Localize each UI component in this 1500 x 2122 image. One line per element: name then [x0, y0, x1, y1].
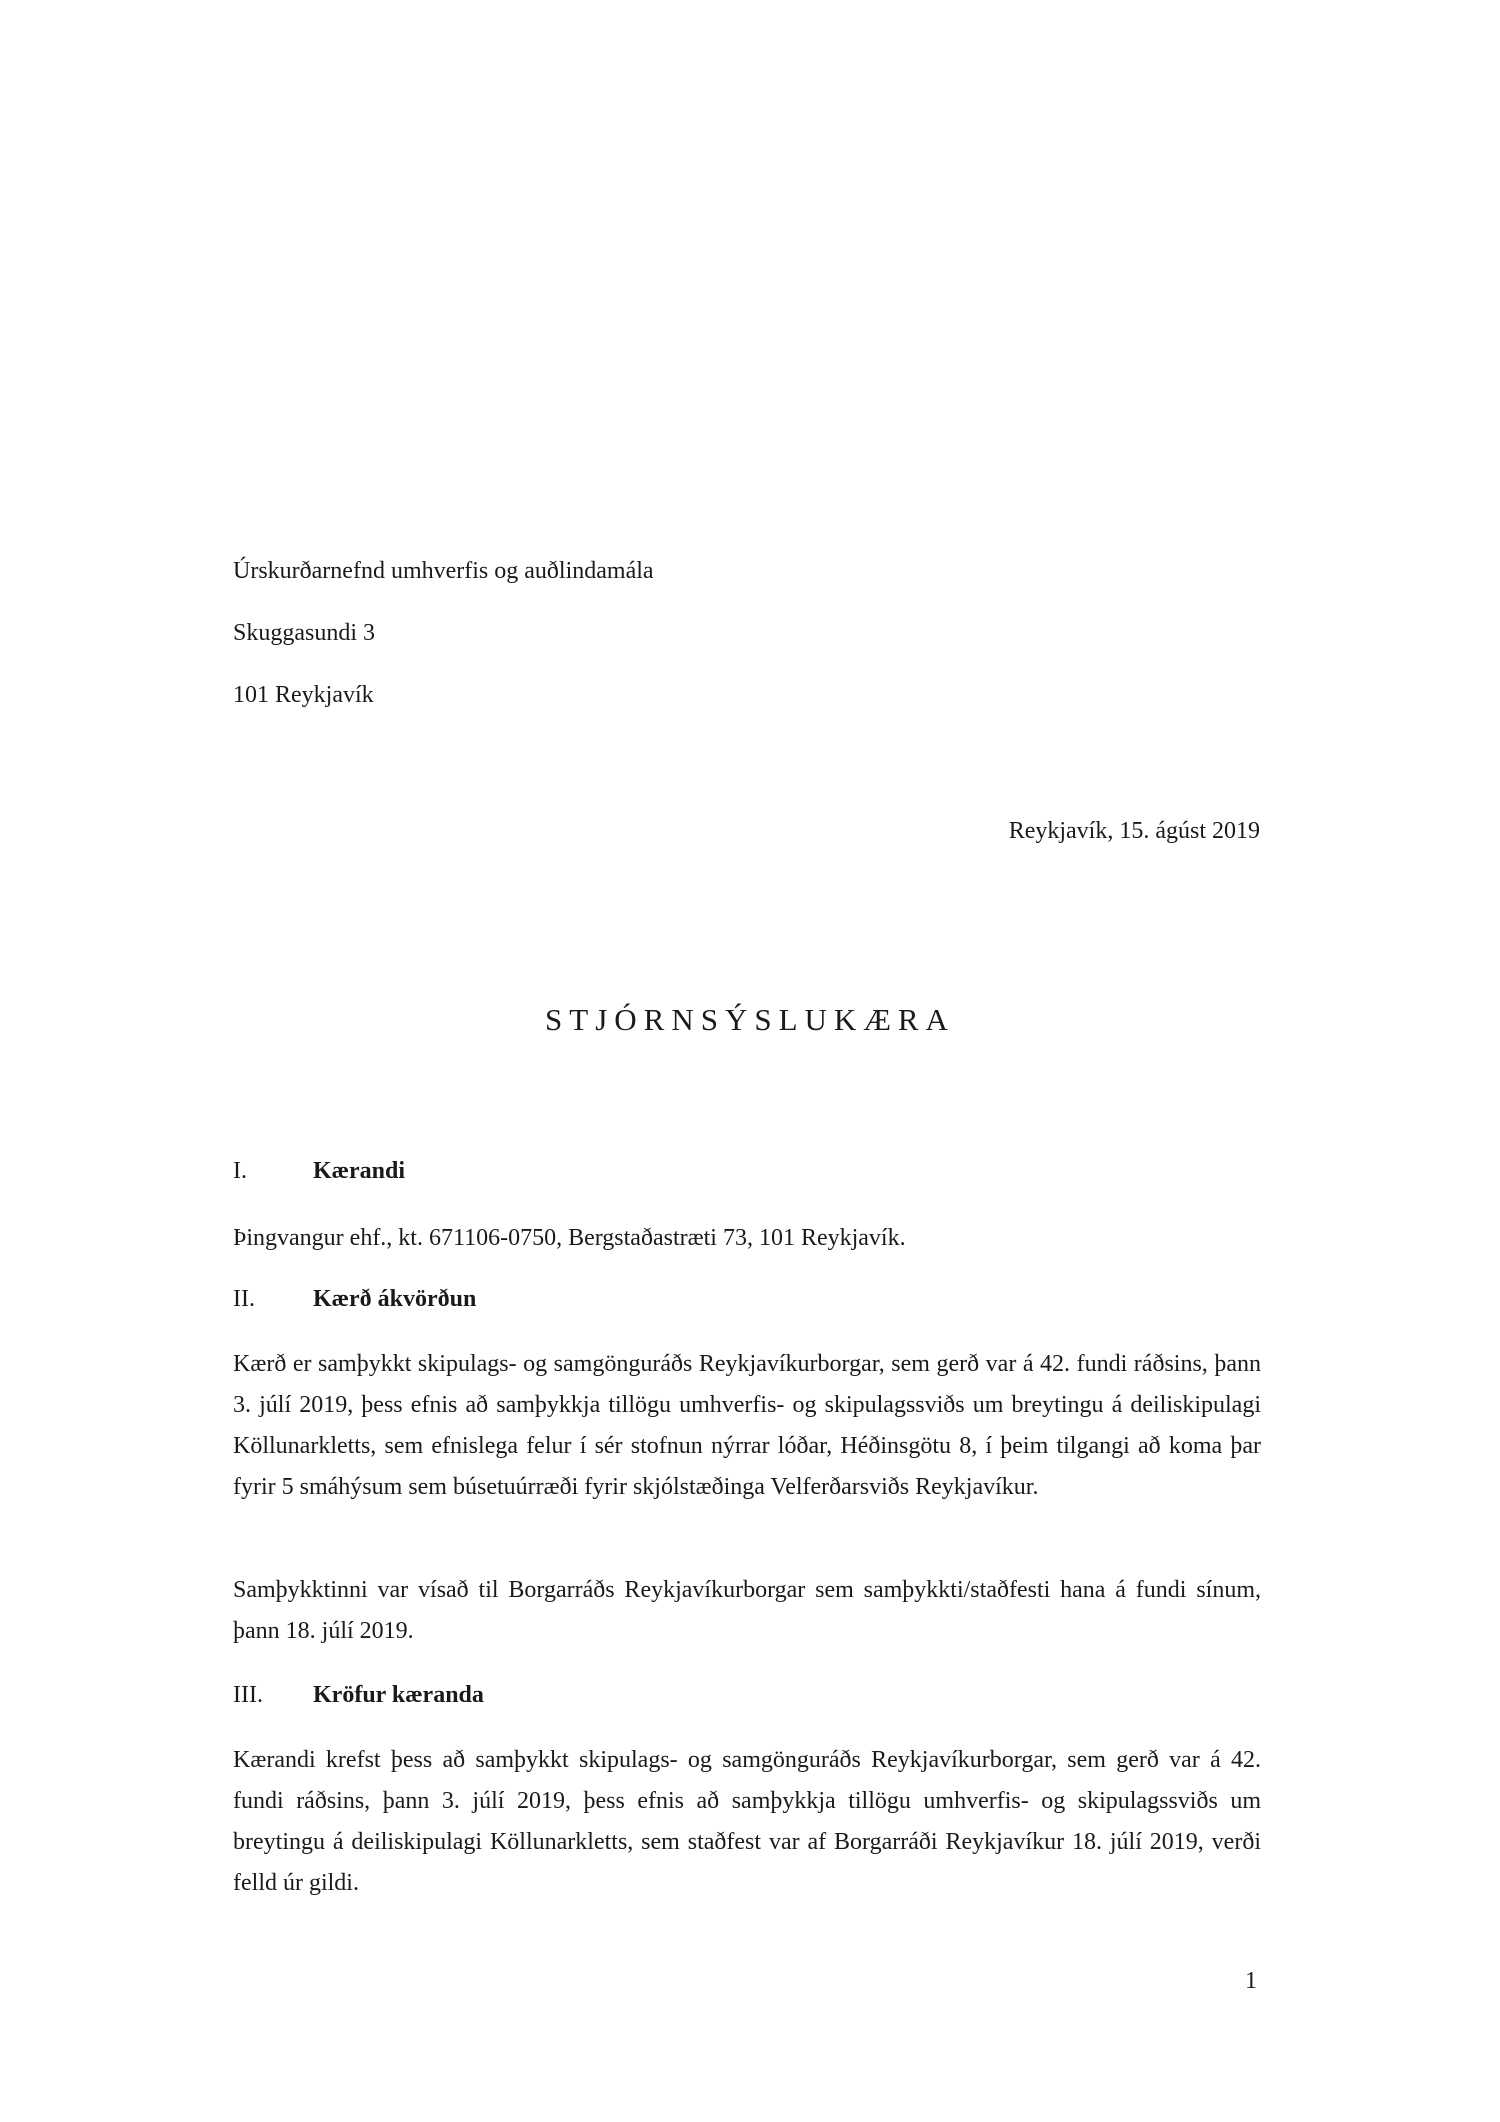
section-heading-3 — [233, 1682, 484, 1709]
section-title: Kærandi — [313, 1158, 406, 1184]
section-2-paragraph-1: Kærð er samþykkt skipulags- og samgönguráðs Reykjavíkurborgar, sem gerð var á 42. fundi ráðsins, þann 3. júlí 2019, þess efnis að samþykkja tillögu umhverfis- og skipulagssviðs um breytingu á deiliskipulagi Köllunarkletts, sem efnislega felur í sér stofnun nýrrar lóðar, Héðinsgötu 8, í þeim tilgangi að koma þar fyrir 5 smáhýsum sem búsetuúrræði fyrir skjólstæðinga Velferðarsviðs Reykjavíkur. — [233, 1351, 1261, 1500]
section-3-paragraph-1: Kærandi krefst þess að samþykkt skipulags- og samgönguráðs Reykjavíkurborgar, sem gerð var á 42. fundi ráðsins, þann 3. júlí 2019, þess efnis að samþykkja tillögu umhverfis- og skipulagssviðs um breytingu á deiliskipulagi Köllunarkletts, sem staðfest var af Borgarráði Reykjavíkur 18. júlí 2019, verði felld úr gildi. — [233, 1747, 1261, 1896]
section-heading-1 — [233, 1158, 405, 1185]
section-2-paragraph-2: Samþykktinni var vísað til Borgarráðs Reykjavíkurborgar sem samþykkti/staðfesti hana á fundi sínum, þann 18. júlí 2019. — [233, 1577, 1261, 1644]
document-date: Reykjavík, 15. ágúst 2019 — [1008, 818, 1260, 844]
section-1-paragraph-1: Þingvangur ehf., kt. 671106-0750, Bergstaðastræti 73, 101 Reykjavík. — [233, 1225, 906, 1251]
section-heading-2 — [233, 1286, 476, 1313]
page-number: 1 — [1245, 1968, 1257, 1994]
section-number: II. — [233, 1286, 255, 1312]
section-number: III. — [233, 1682, 263, 1708]
section-title: Kröfur kæranda — [313, 1682, 484, 1708]
recipient-city: 101 Reykjavík — [233, 682, 374, 708]
section-title: Kærð ákvörðun — [313, 1286, 477, 1312]
section-number: I. — [233, 1158, 247, 1184]
recipient-name: Úrskurðarnefnd umhverfis og auðlindamála — [233, 558, 654, 584]
document-title: STJÓRNSÝSLUKÆRA — [545, 1002, 955, 1037]
recipient-street: Skuggasundi 3 — [233, 620, 376, 646]
